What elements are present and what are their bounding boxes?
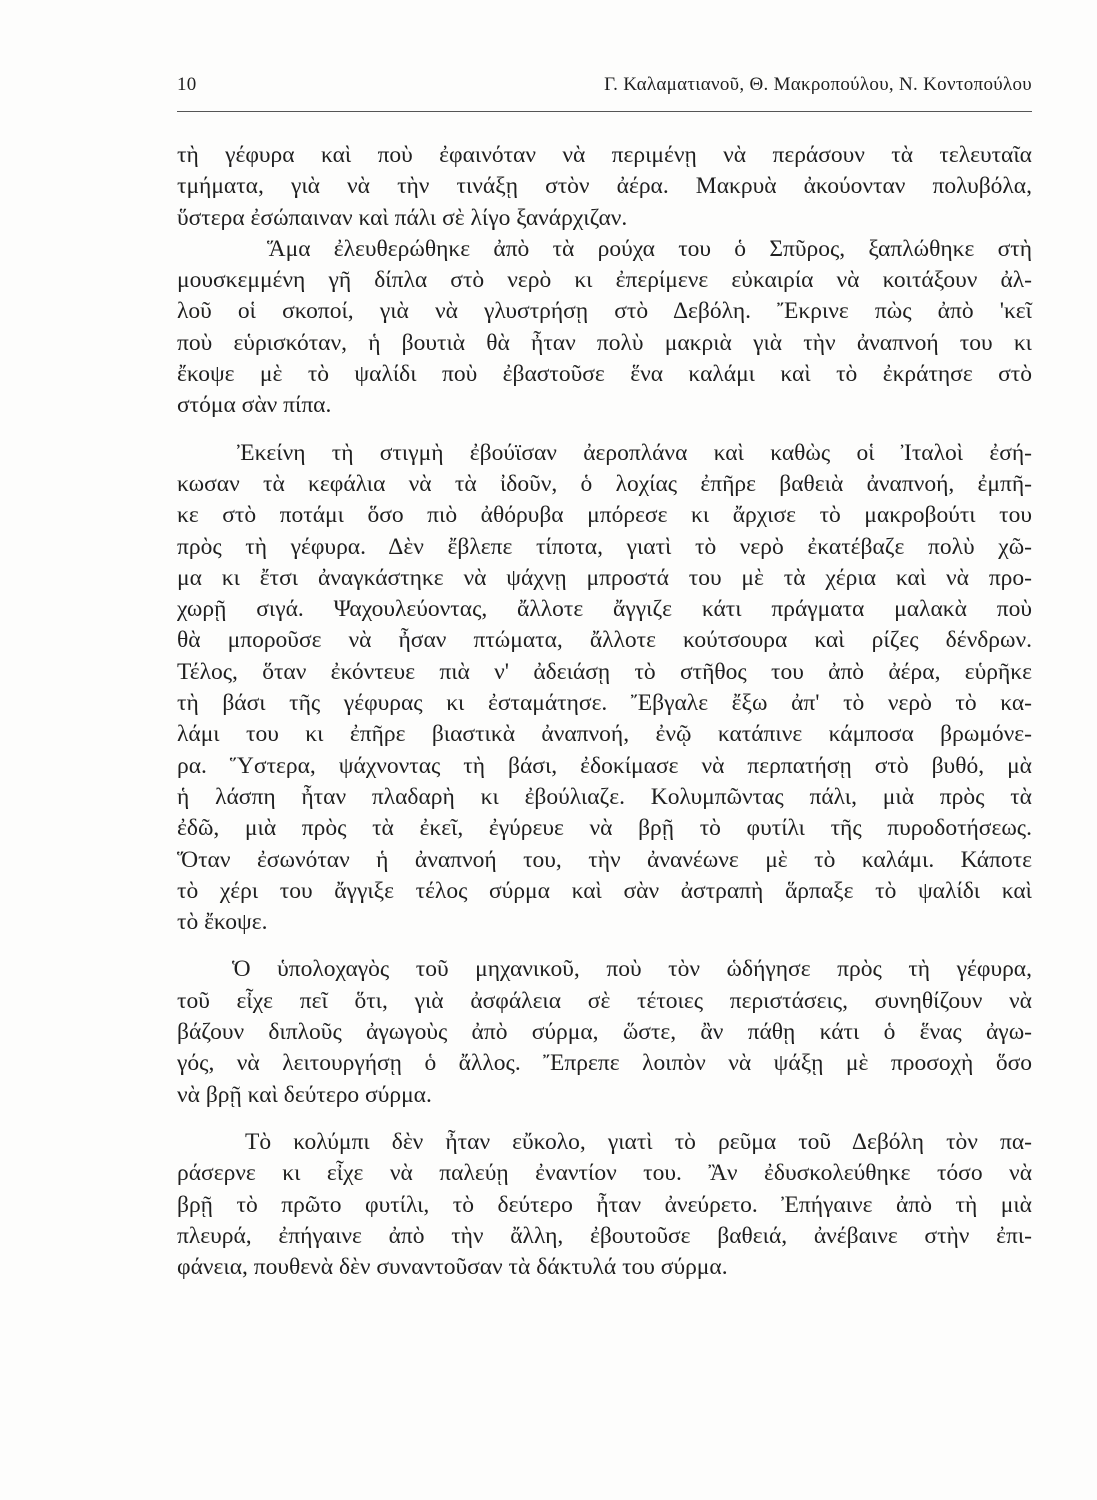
text-line: Τὸ κολύμπι δὲν ἦταν εὔκολο, γιατὶ τὸ ρεῦμα τοῦ Δεβόλη τὸν πα-: [245, 1128, 1032, 1155]
text-line: Τέλος, ὅταν ἐκόντευε πιὰ ν' ἀδειάσῃ τὸ στῆθος του ἀπὸ ἀέρα, εὑρῆκε: [177, 658, 1032, 685]
text-line: Ἐκείνη τὴ στιγμὴ ἐβούϊσαν ἀεροπλάνα καὶ καθὼς οἱ Ἰταλοὶ ἐσή-: [237, 439, 1032, 466]
text-line: γός, νὰ λειτουργήσῃ ὁ ἄλλος. Ἔπρεπε λοιπὸν νὰ ψάξῃ μὲ προσοχὴ ὅσο: [177, 1050, 1032, 1077]
paragraph: [177, 438, 1032, 939]
text-line: τὴ βάσι τῆς γέφυρας κι ἐσταμάτησε. Ἔβγαλε ἔξω ἀπ' τὸ νερὸ τὸ κα-: [177, 690, 1032, 717]
text-line: τὸ ἔκοψε.: [177, 909, 268, 936]
body-text: [177, 140, 1032, 1283]
text-line: τοῦ εἶχε πεῖ ὅτι, γιὰ ἀσφάλεια σὲ τέτοιες περιστάσεις, συνηθίζουν νὰ: [177, 987, 1032, 1014]
text-line: πρὸς τὴ γέφυρα. Δὲν ἔβλεπε τίποτα, γιατὶ τὸ νερὸ ἐκατέβαζε πολὺ χῶ-: [177, 533, 1032, 560]
text-line: κε στὸ ποτάμι ὅσο πιὸ ἀθόρυβα μπόρεσε κι ἄρχισε τὸ μακροβούτι του: [177, 502, 1032, 529]
text-line: ποὺ εὑρισκόταν, ἡ βουτιὰ θὰ ἦταν πολὺ μακριὰ γιὰ τὴν ἀναπνοή του κι: [177, 329, 1032, 356]
text-line: ἔκοψε μὲ τὸ ψαλίδι ποὺ ἐβαστοῦσε ἕνα καλάμι καὶ τὸ ἐκράτησε στὸ: [177, 361, 1032, 388]
text-line: μα κι ἔτσι ἀναγκάστηκε νὰ ψάχνῃ μπροστά του μὲ τὰ χέρια καὶ νὰ προ-: [177, 564, 1032, 591]
text-line: ὕστερα ἐσώπαιναν καὶ πάλι σὲ λίγο ξανάρχιζαν.: [177, 204, 628, 231]
page-number: 10: [177, 74, 197, 95]
text-line: τὴ γέφυρα καὶ ποὺ ἐφαινόταν νὰ περιμένῃ νὰ περάσουν τὰ τελευταῖα: [177, 142, 1032, 168]
running-head-authors: Γ. Καλαματιανοῦ, Θ. Μακροπούλου, Ν. Κοντοπούλου: [604, 74, 1032, 95]
paragraph-gap: [177, 1111, 1032, 1127]
text-line: στόμα σὰν πίπα.: [177, 392, 332, 419]
paragraph-gap: [177, 938, 1032, 954]
paragraph: [177, 954, 1032, 1110]
text-line: τμήματα, γιὰ νὰ τὴν τινάξῃ στὸν ἀέρα. Μακρυὰ ἀκούονταν πολυβόλα,: [177, 173, 1032, 200]
text-line: βρῇ τὸ πρῶτο φυτίλι, τὸ δεύτερο ἦταν ἀνεύρετο. Ἐπήγαινε ἀπὸ τὴ μιὰ: [177, 1191, 1032, 1218]
text-line: φάνεια, πουθενὰ δὲν συναντοῦσαν τὰ δάκτυλά του σύρμα.: [177, 1254, 728, 1281]
text-line: ρα. Ὕστερα, ψάχνοντας τὴ βάσι, ἐδοκίμασε νὰ περπατήσῃ στὸ βυθό, μὰ: [177, 752, 1032, 779]
paragraph-gap: [177, 422, 1032, 438]
text-line: λοῦ οἱ σκοποί, γιὰ νὰ γλυστρήσῃ στὸ Δεβόλη. Ἔκρινε πὼς ἀπὸ 'κεῖ: [177, 298, 1032, 325]
text-line: βάζουν διπλοῦς ἀγωγοὺς ἀπὸ σύρμα, ὥστε, ἂν πάθῃ κάτι ὁ ἕνας ἀγω-: [177, 1019, 1032, 1046]
text-line: Ἅμα ἐλευθερώθηκε ἀπὸ τὰ ρούχα του ὁ Σπῦρος, ξαπλώθηκε στὴ: [267, 235, 1032, 262]
running-head: [177, 74, 1032, 108]
text-line: Ὅταν ἐσωνόταν ἡ ἀναπνοή του, τὴν ἀνανέωνε μὲ τὸ καλάμι. Κάποτε: [177, 846, 1032, 873]
text-line: ράσερνε κι εἶχε νὰ παλεύῃ ἐναντίον του. Ἂν ἐδυσκολεύθηκε τόσο νὰ: [177, 1160, 1032, 1187]
paragraph: [177, 234, 1032, 422]
text-line: ἐδῶ, μιὰ πρὸς τὰ ἐκεῖ, ἐγύρευε νὰ βρῇ τὸ φυτίλι τῆς πυροδοτήσεως.: [177, 815, 1032, 842]
text-line: θὰ μποροῦσε νὰ ἦσαν πτώματα, ἄλλοτε κούτσουρα καὶ ρίζες δένδρων.: [177, 627, 1032, 654]
text-line: λάμι του κι ἐπῆρε βιαστικὰ ἀναπνοή, ἐνῷ κατάπινε κάμποσα βρωμόνε-: [177, 721, 1032, 748]
text-line: μουσκεμμένη γῆ δίπλα στὸ νερὸ κι ἐπερίμενε εὐκαιρία νὰ κοιτάξουν ἀλ-: [177, 267, 1032, 294]
paragraph: [177, 1127, 1032, 1283]
text-line: ἡ λάσπη ἦταν πλαδαρὴ κι ἐβούλιαζε. Κολυμπῶντας πάλι, μιὰ πρὸς τὰ: [177, 783, 1032, 810]
text-line: κωσαν τὰ κεφάλια νὰ τὰ ἰδοῦν, ὁ λοχίας ἐπῆρε βαθειὰ ἀναπνοή, ἐμπῆ-: [177, 470, 1032, 497]
text-line: τὸ χέρι του ἄγγιξε τέλος σύρμα καὶ σὰν ἀστραπὴ ἅρπαξε τὸ ψαλίδι καὶ: [177, 877, 1032, 904]
paragraph: [177, 140, 1032, 234]
text-line: χωρῇ σιγά. Ψαχουλεύοντας, ἄλλοτε ἄγγιζε κάτι πράγματα μαλακὰ ποὺ: [177, 596, 1032, 623]
text-line: νὰ βρῇ καὶ δεύτερο σύρμα.: [177, 1081, 432, 1108]
text-line: Ὁ ὑπολοχαγὸς τοῦ μηχανικοῦ, ποὺ τὸν ὡδήγησε πρὸς τὴ γέφυρα,: [232, 956, 1032, 983]
text-line: πλευρά, ἐπήγαινε ἀπὸ τὴν ἄλλη, ἐβουτοῦσε βαθειά, ἀνέβαινε στὴν ἐπι-: [177, 1222, 1032, 1249]
header-rule: [177, 111, 1032, 112]
